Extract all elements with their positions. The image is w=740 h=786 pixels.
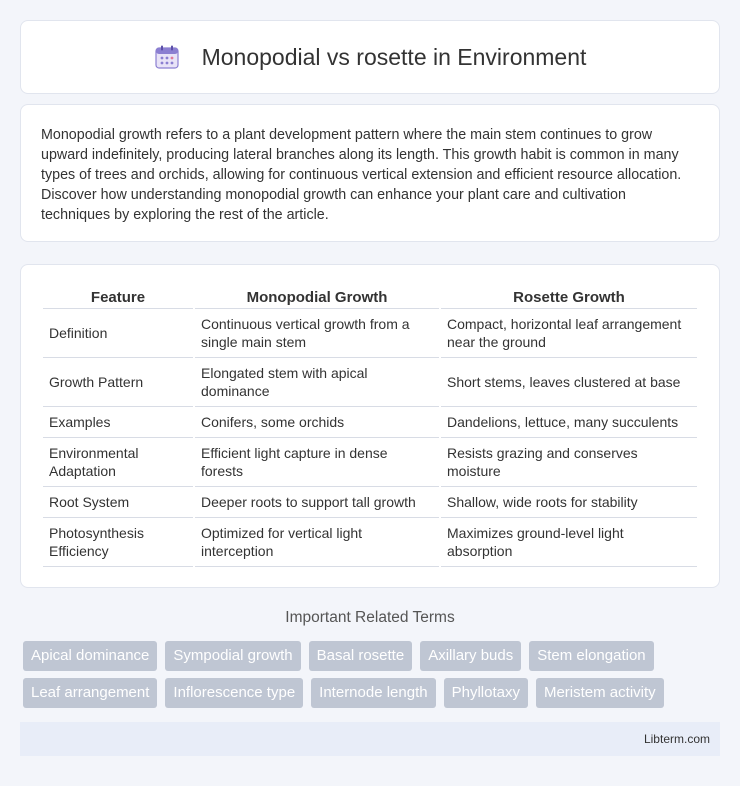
related-terms-tags — [23, 641, 723, 715]
header-feature: Feature — [43, 285, 193, 309]
table-cell: Environmental Adaptation — [43, 438, 193, 487]
comparison-table — [41, 285, 699, 567]
table-cell: Dandelions, lettuce, many succulents — [441, 407, 697, 438]
header-monopodial: Monopodial Growth — [195, 285, 439, 309]
table-cell: Conifers, some orchids — [195, 407, 439, 438]
tag-sympodial-growth[interactable]: Sympodial growth — [165, 641, 300, 671]
header-rosette: Rosette Growth — [441, 285, 697, 309]
related-terms-title: Important Related Terms — [285, 609, 455, 626]
table-cell: Definition — [43, 309, 193, 358]
table-row — [43, 438, 697, 487]
table-cell: Resists grazing and conserves moisture — [441, 438, 697, 487]
tag-row — [23, 641, 723, 671]
intro-text: Monopodial growth refers to a plant development pattern where the main stem continues to grow upward indefinitely, producing lateral branches along its length. This growth habit is common in many types of trees and orchids, allowing for continuous vertical extension and efficient resource allocation. Discover how understanding monopodial growth can enhance your plant care and cultivation techniques by exploring the rest of the article. — [41, 127, 682, 223]
tag-row — [23, 678, 723, 708]
tag-axillary-buds[interactable]: Axillary buds — [420, 641, 521, 671]
tag-apical-dominance[interactable]: Apical dominance — [23, 641, 157, 671]
table-row — [43, 309, 697, 358]
table-row — [43, 358, 697, 407]
footer-site-link[interactable]: Libterm.com — [643, 732, 710, 746]
tag-internode-length[interactable]: Internode length — [311, 678, 435, 708]
table-row — [43, 487, 697, 518]
tag-basal-rosette[interactable]: Basal rosette — [309, 641, 413, 671]
table-cell: Growth Pattern — [43, 358, 193, 407]
table-cell: Compact, horizontal leaf arrangement near the ground — [441, 309, 697, 358]
table-cell: Elongated stem with apical dominance — [195, 358, 439, 407]
header-card — [20, 20, 720, 94]
tag-inflorescence-type[interactable]: Inflorescence type — [165, 678, 303, 708]
page-title: Monopodial vs rosette in Environment — [201, 43, 587, 70]
table-cell: Optimized for vertical light interception — [195, 518, 439, 567]
tag-stem-elongation[interactable]: Stem elongation — [529, 641, 653, 671]
comparison-table-card — [20, 264, 720, 588]
tag-meristem-activity[interactable]: Meristem activity — [536, 678, 664, 708]
table-row — [43, 407, 697, 438]
table-cell: Examples — [43, 407, 193, 438]
tag-phyllotaxy[interactable]: Phyllotaxy — [444, 678, 528, 708]
table-cell: Efficient light capture in dense forests — [195, 438, 439, 487]
table-cell: Photosynthesis Efficiency — [43, 518, 193, 567]
table-cell: Shallow, wide roots for stability — [441, 487, 697, 518]
table-cell: Continuous vertical growth from a single main stem — [195, 309, 439, 358]
table-cell: Maximizes ground-level light absorption — [441, 518, 697, 567]
table-row — [43, 518, 697, 567]
table-cell: Root System — [43, 487, 193, 518]
table-cell: Deeper roots to support tall growth — [195, 487, 439, 518]
table-cell: Short stems, leaves clustered at base — [441, 358, 697, 407]
calendar-icon — [154, 44, 180, 70]
tag-leaf-arrangement[interactable]: Leaf arrangement — [23, 678, 157, 708]
intro-card — [20, 104, 720, 242]
footer — [20, 722, 720, 756]
table-header-row — [43, 285, 697, 309]
